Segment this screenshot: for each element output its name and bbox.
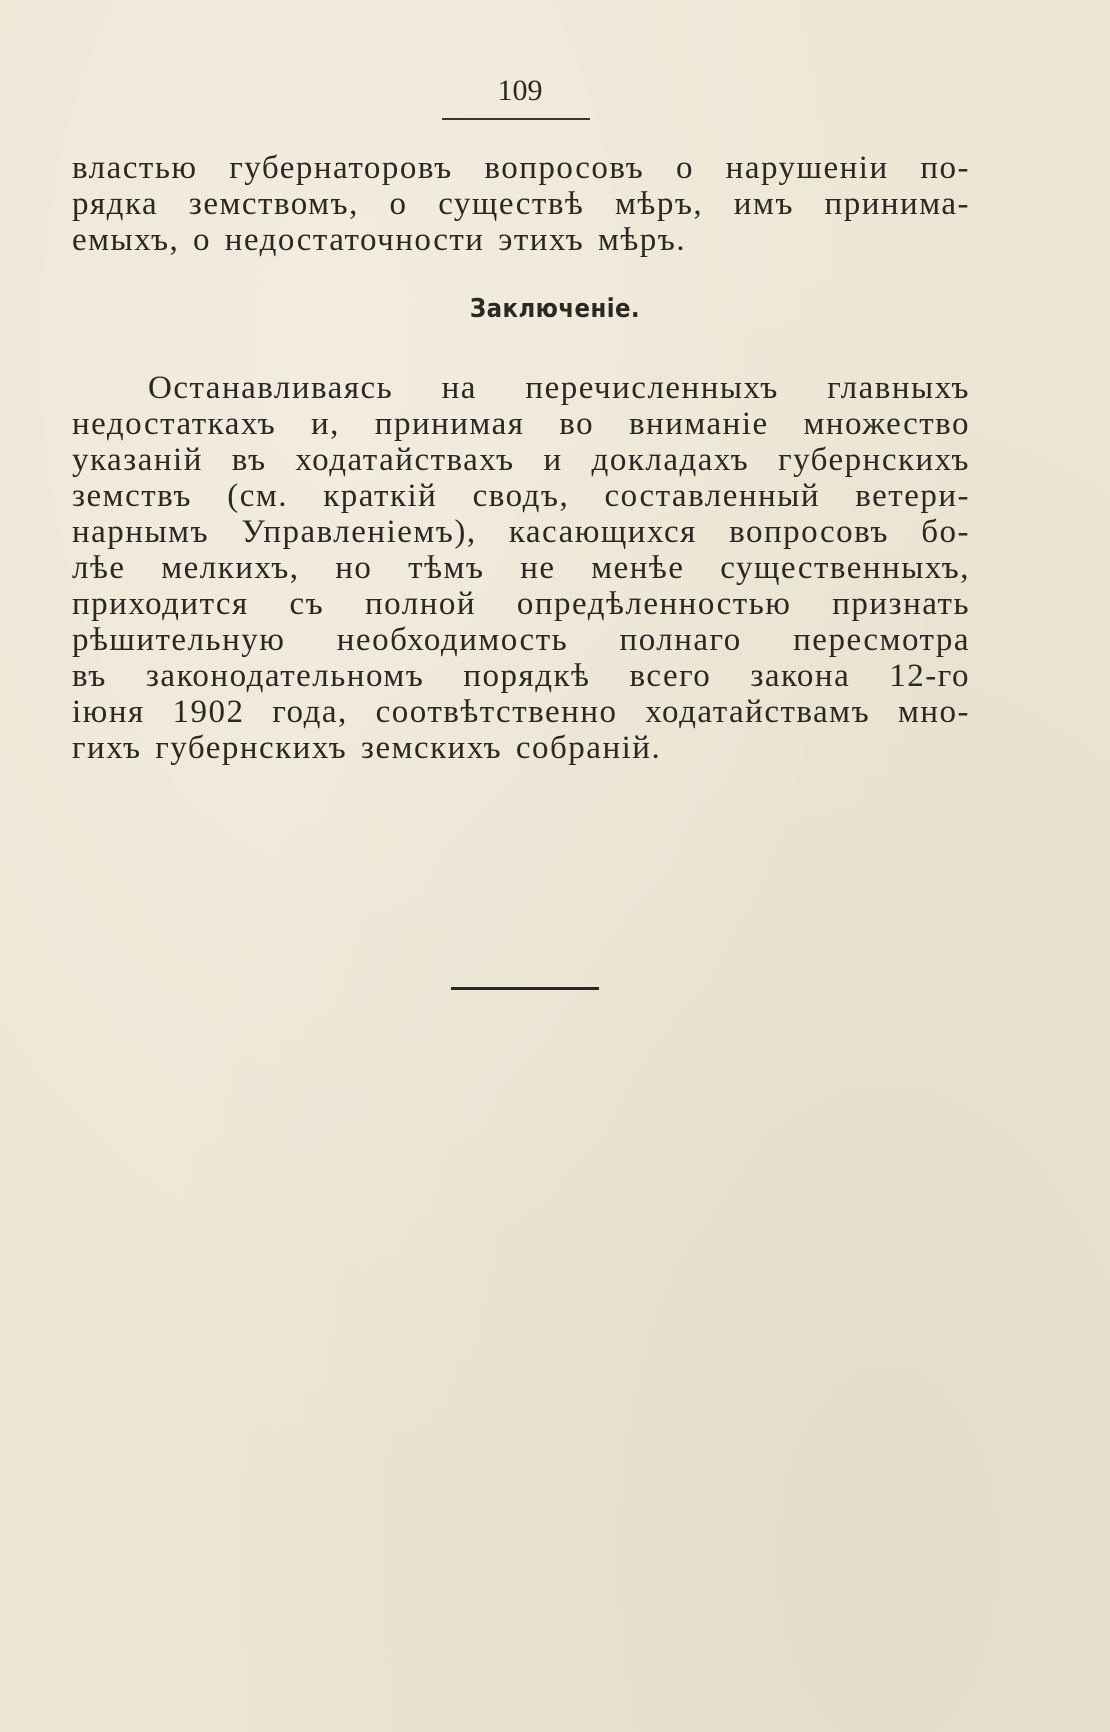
- paragraph-line: лѣе мелкихъ, но тѣмъ не менѣе существенныхъ,: [72, 550, 970, 586]
- page-number-rule: [442, 118, 590, 120]
- section-heading: Заключеніе.: [469, 294, 641, 324]
- paragraph-line: земствъ (см. краткій сводъ, составленный ветери-: [72, 478, 970, 514]
- paragraph-line: указаній въ ходатайствахъ и докладахъ губернскихъ: [72, 442, 970, 478]
- paragraph-line: приходится съ полной опредѣленностью признать: [72, 586, 970, 622]
- paragraph-line: іюня 1902 года, соотвѣтственно ходатайствамъ мно-: [72, 694, 970, 730]
- end-rule: [451, 987, 599, 990]
- paragraph-line: въ законодательномъ порядкѣ всего закона 12-го: [72, 658, 970, 694]
- paragraph-1: [72, 150, 970, 258]
- paragraph-2: [72, 370, 970, 766]
- paragraph-line: рѣшительную необходимость полнаго пересмотра: [72, 622, 970, 658]
- paragraph-line: рядка земствомъ, о существѣ мѣръ, имъ принима-: [72, 186, 970, 222]
- paragraph-line: недостаткахъ и, принимая во вниманіе множество: [72, 406, 970, 442]
- page-number: 109: [497, 74, 543, 107]
- paragraph-line: властью губернаторовъ вопросовъ о нарушеніи по-: [72, 150, 970, 186]
- paragraph-line: Останавливаясь на перечисленныхъ главныхъ: [148, 370, 970, 406]
- paragraph-line: гихъ губернскихъ земскихъ собраній.: [72, 730, 662, 766]
- paragraph-line: емыхъ, о недостаточности этихъ мѣръ.: [72, 222, 687, 258]
- paragraph-line: нарнымъ Управленіемъ), касающихся вопросовъ бо-: [72, 514, 970, 550]
